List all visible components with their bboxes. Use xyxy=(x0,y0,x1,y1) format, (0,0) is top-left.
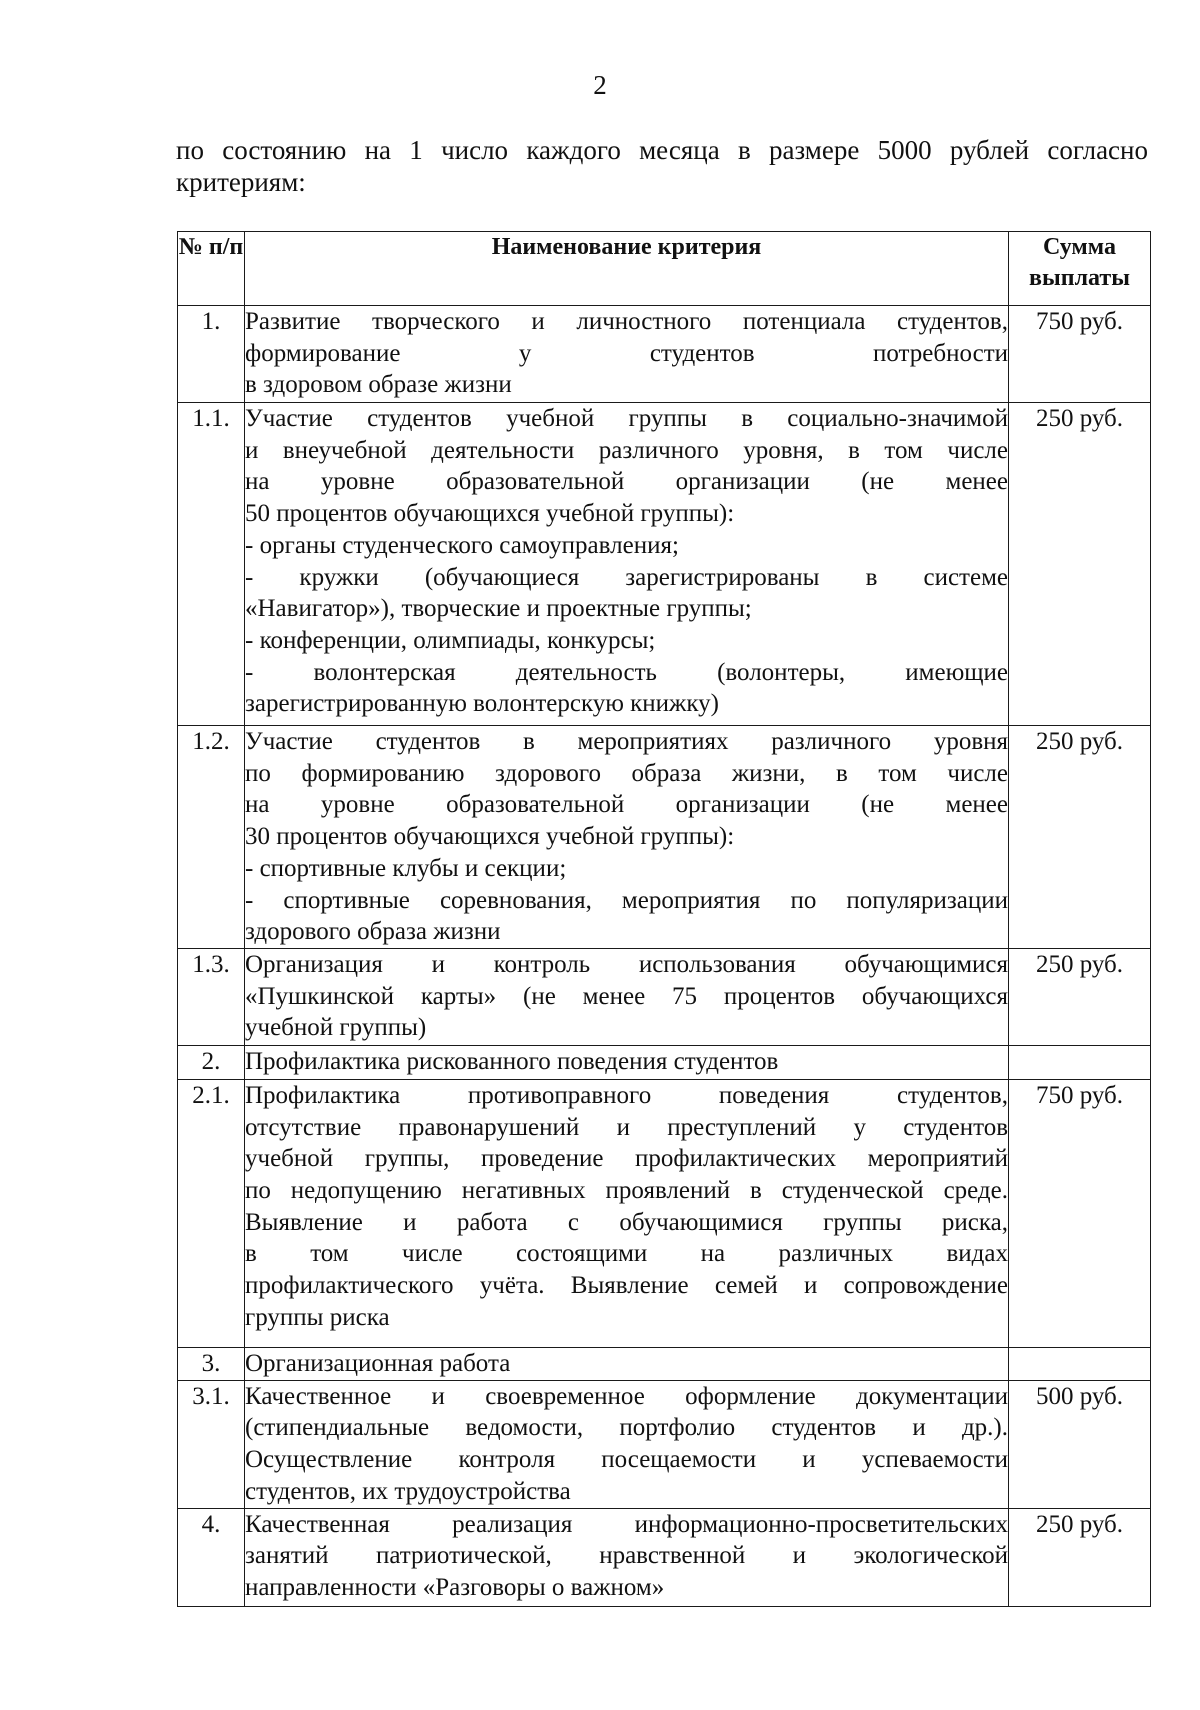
row-criterion xyxy=(245,1045,1009,1079)
page-number: 2 xyxy=(593,70,607,100)
criterion-line: Качественное и своевременное оформление документации xyxy=(245,1382,1008,1410)
row-sum: 250 руб. xyxy=(1009,403,1151,726)
table-row xyxy=(178,306,1151,403)
table-row xyxy=(178,948,1151,1045)
criterion-line: отсутствие правонарушений и преступлений у студентов xyxy=(245,1113,1008,1141)
criterion-line: профилактического учёта. Выявление семей и сопровождение xyxy=(245,1272,1008,1300)
criterion-line: по формированию здорового образа жизни, в том числе xyxy=(245,759,1008,787)
criterion-line: 30 процентов обучающихся учебной группы): xyxy=(245,823,735,851)
row-sum: 500 руб. xyxy=(1009,1380,1151,1508)
criterion-line: Профилактика противоправного поведения студентов, xyxy=(245,1081,1008,1109)
criterion-line: студентов, их трудоустройства xyxy=(245,1477,571,1505)
table-row xyxy=(178,1380,1151,1508)
row-criterion xyxy=(245,1347,1009,1380)
criterion-line: здорового образа жизни xyxy=(245,918,501,946)
criteria-table xyxy=(177,231,1151,1607)
criterion-line: Осуществление контроля посещаемости и успеваемости xyxy=(245,1446,1008,1474)
criterion-line: Организационная работа xyxy=(245,1349,511,1377)
table-row xyxy=(178,1347,1151,1380)
criterion-line: учебной группы) xyxy=(245,1014,427,1042)
criterion-line: в здоровом образе жизни xyxy=(245,371,512,399)
criterion-line: - волонтерская деятельность (волонтеры, имеющие xyxy=(245,658,1008,686)
row-criterion xyxy=(245,1079,1009,1347)
row-sum: 750 руб. xyxy=(1009,1079,1151,1347)
criterion-line: формирование у студентов потребности xyxy=(245,339,1008,367)
criterion-line: - спортивные клубы и секции; xyxy=(245,854,567,882)
row-number: 1.1. xyxy=(178,403,245,726)
row-criterion xyxy=(245,1508,1009,1606)
criterion-line: учебной группы, проведение профилактических мероприятий xyxy=(245,1145,1008,1173)
criterion-line: на уровне образовательной организации (не менее xyxy=(245,791,1008,819)
criterion-line: направленности «Разговоры о важном» xyxy=(245,1574,665,1602)
criterion-line: Развитие творческого и личностного потенциала студентов, xyxy=(245,308,1008,335)
header-criterion: Наименование критерия xyxy=(245,232,1009,306)
row-number: 1. xyxy=(178,306,245,403)
table-row xyxy=(178,1045,1151,1079)
criterion-line: занятий патриотической, нравственной и экологической xyxy=(245,1542,1008,1570)
criterion-line: «Пушкинской карты» (не менее 75 процентов обучающихся xyxy=(245,982,1008,1010)
row-number: 3. xyxy=(178,1347,245,1380)
row-criterion xyxy=(245,306,1009,403)
criterion-line: на уровне образовательной организации (не менее xyxy=(245,468,1008,496)
row-sum: 750 руб. xyxy=(1009,306,1151,403)
row-criterion xyxy=(245,726,1009,949)
row-sum: 250 руб. xyxy=(1009,948,1151,1045)
row-sum: 250 руб. xyxy=(1009,726,1151,949)
intro-line: по состоянию на 1 число каждого месяца в размере 5000 рублей согласно xyxy=(176,135,1148,165)
header-sum: Сумма выплаты xyxy=(1009,232,1151,306)
criterion-line: 50 процентов обучающихся учебной группы): xyxy=(245,500,735,528)
criterion-line: Участие студентов в мероприятиях различного уровня xyxy=(245,728,1008,755)
criterion-line: - спортивные соревнования, мероприятия по популяризации xyxy=(245,886,1008,914)
header-number: № п/п xyxy=(178,232,245,306)
criterion-line: - органы студенческого самоуправления; xyxy=(245,531,679,559)
row-number: 3.1. xyxy=(178,1380,245,1508)
row-sum xyxy=(1009,1045,1151,1079)
intro-line: критериям: xyxy=(176,167,306,197)
criterion-line: Участие студентов учебной группы в социально-значимой xyxy=(245,405,1008,432)
criterion-line: группы риска xyxy=(245,1303,390,1331)
table-row xyxy=(178,1508,1151,1606)
criterion-line: Профилактика рискованного поведения студентов xyxy=(245,1047,779,1075)
criterion-line: «Навигатор»), творческие и проектные группы; xyxy=(245,595,752,623)
row-criterion xyxy=(245,403,1009,726)
table-row xyxy=(178,726,1151,949)
criterion-line: зарегистрированную волонтерскую книжку) xyxy=(245,690,719,718)
criterion-line: (стипендиальные ведомости, портфолио студентов и др.). xyxy=(245,1414,1008,1442)
criterion-line: Организация и контроль использования обучающимися xyxy=(245,950,1008,978)
criterion-line: - конференции, олимпиады, конкурсы; xyxy=(245,626,656,654)
criterion-line: в том числе состоящими на различных видах xyxy=(245,1240,1008,1268)
criterion-line: по недопущению негативных проявлений в студенческой среде. xyxy=(245,1177,1008,1205)
table-row xyxy=(178,403,1151,726)
row-criterion xyxy=(245,1380,1009,1508)
row-number: 1.2. xyxy=(178,726,245,949)
row-criterion xyxy=(245,948,1009,1045)
intro-paragraph xyxy=(176,134,1148,198)
row-sum: 250 руб. xyxy=(1009,1508,1151,1606)
row-number: 1.3. xyxy=(178,948,245,1045)
row-number: 2. xyxy=(178,1045,245,1079)
row-sum xyxy=(1009,1347,1151,1380)
row-number: 2.1. xyxy=(178,1079,245,1347)
row-number: 4. xyxy=(178,1508,245,1606)
criterion-line: Выявление и работа с обучающимися группы риска, xyxy=(245,1208,1008,1236)
table-row xyxy=(178,1079,1151,1347)
criterion-line: и внеучебной деятельности различного уровня, в том числе xyxy=(245,436,1008,464)
table-header-row xyxy=(178,232,1151,306)
criterion-line: - кружки (обучающиеся зарегистрированы в системе xyxy=(245,563,1008,591)
criterion-line: Качественная реализация информационно-просветительских xyxy=(245,1510,1008,1538)
